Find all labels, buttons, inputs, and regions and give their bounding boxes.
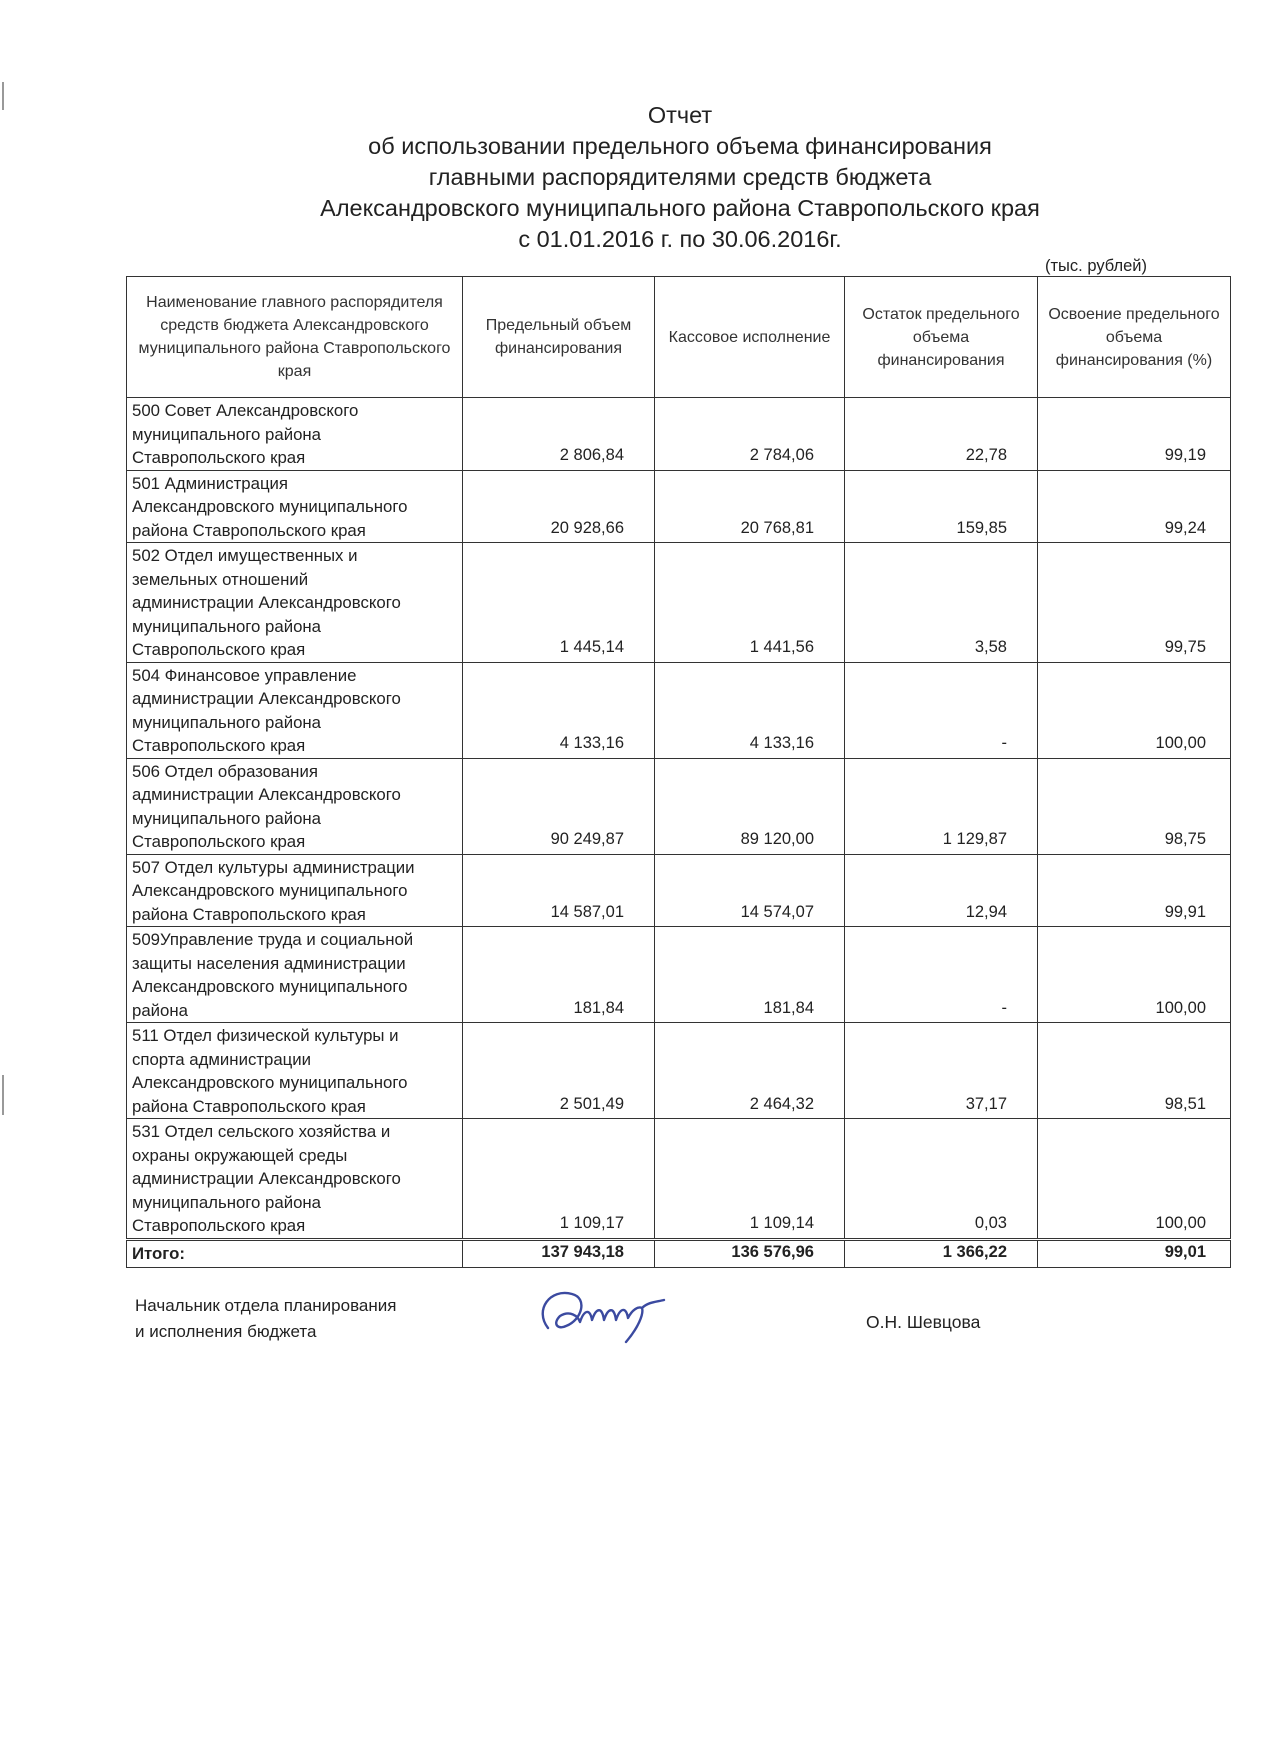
- row-executed: 181,84: [655, 927, 845, 1023]
- header-remainder: Остаток предельного объема финансирования: [845, 277, 1038, 398]
- row-executed: 1 109,14: [655, 1119, 845, 1240]
- row-name-line: 507 Отдел культуры администрации: [132, 857, 415, 877]
- handwritten-signature: [530, 1280, 680, 1350]
- row-limit: 2 806,84: [463, 398, 655, 471]
- row-executed: 1 441,56: [655, 543, 845, 663]
- table-row: [127, 1023, 1231, 1119]
- row-name-line: 504 Финансовое управление: [132, 665, 357, 685]
- row-limit: 90 249,87: [463, 758, 655, 854]
- row-name-line: Ставропольского края: [132, 832, 306, 851]
- total-executed: 136 576,96: [655, 1239, 845, 1267]
- row-remainder: 12,94: [845, 854, 1038, 927]
- row-name-line: администрации Александровского: [132, 689, 401, 708]
- row-name-line: Александровского муниципального: [132, 497, 408, 516]
- row-name-line: Ставропольского края: [132, 448, 306, 467]
- row-executed: 14 574,07: [655, 854, 845, 927]
- row-name-line: администрации Александровского: [132, 785, 401, 804]
- header-executed: Кассовое исполнение: [655, 277, 845, 398]
- row-name-line: спорта администрации: [132, 1049, 312, 1069]
- table-row: [127, 662, 1231, 758]
- row-remainder: -: [845, 927, 1038, 1023]
- row-name-line: земельных отношений: [132, 569, 309, 589]
- table-body: [127, 398, 1231, 1268]
- row-limit: 1 109,17: [463, 1119, 655, 1240]
- row-name-line: муниципального района: [132, 712, 322, 732]
- row-percent: 100,00: [1038, 927, 1231, 1023]
- header-percent: Освоение предельного объема финансирования (%): [1038, 277, 1231, 398]
- table-row: [127, 543, 1231, 663]
- table-row: [127, 927, 1231, 1023]
- row-name: [127, 470, 463, 543]
- row-name: [127, 1119, 463, 1240]
- row-remainder: 0,03: [845, 1119, 1038, 1240]
- table-row: [127, 398, 1231, 471]
- row-percent: 99,19: [1038, 398, 1231, 471]
- row-name-line: района Ставропольского края: [132, 1096, 366, 1116]
- total-limit: 137 943,18: [463, 1239, 655, 1267]
- row-name: [127, 854, 463, 927]
- signature-role: [135, 1293, 396, 1345]
- title-line-5: с 01.01.2016 г. по 30.06.2016г.: [518, 226, 842, 252]
- row-name-line: Ставропольского края: [132, 640, 306, 659]
- title-line-3: главными распорядителями средств бюджета: [428, 164, 932, 190]
- title-line-2: об использовании предельного объема финансирования: [368, 133, 992, 159]
- header-name: Наименование главного распорядителя средств бюджета Александровского муниципального района Ставропольского края: [127, 277, 463, 398]
- row-remainder: 22,78: [845, 398, 1038, 471]
- total-percent: 99,01: [1038, 1239, 1231, 1267]
- row-name-line: 506 Отдел образования: [132, 761, 318, 781]
- row-name-line: муниципального района: [132, 808, 322, 828]
- row-name-line: муниципального района: [132, 1192, 322, 1212]
- header-limit: Предельный объем финансирования: [463, 277, 655, 398]
- row-name-line: Ставропольского края: [132, 1216, 306, 1235]
- scan-edge-mark: [2, 82, 4, 110]
- row-percent: 100,00: [1038, 662, 1231, 758]
- row-remainder: 37,17: [845, 1023, 1038, 1119]
- row-name-line: Александровского муниципального: [132, 881, 408, 900]
- row-name-line: администрации Александровского: [132, 1169, 401, 1188]
- report-title: [240, 100, 1120, 255]
- row-name-line: района Ставропольского края: [132, 520, 366, 540]
- row-name-line: администрации Александровского: [132, 593, 401, 612]
- row-name: [127, 927, 463, 1023]
- row-name-line: Александровского муниципального: [132, 1073, 408, 1092]
- row-name-line: муниципального района: [132, 424, 322, 444]
- signature-role-line-1: Начальник отдела планирования: [135, 1296, 397, 1315]
- row-remainder: -: [845, 662, 1038, 758]
- row-limit: 14 587,01: [463, 854, 655, 927]
- row-name-line: 501 Администрация: [132, 473, 289, 493]
- row-executed: 4 133,16: [655, 662, 845, 758]
- table-row: [127, 758, 1231, 854]
- row-name: [127, 662, 463, 758]
- row-name-line: охраны окружающей среды: [132, 1145, 348, 1165]
- table-row: [127, 470, 1231, 543]
- table-row: [127, 1119, 1231, 1240]
- row-name-line: Александровского муниципального: [132, 977, 408, 996]
- row-executed: 2 784,06: [655, 398, 845, 471]
- title-line-4: Александровского муниципального района Ставропольского края: [320, 195, 1040, 221]
- table-header-row: [127, 277, 1231, 398]
- row-name: [127, 543, 463, 663]
- financing-table: [126, 276, 1231, 1268]
- scan-edge-mark: [2, 1075, 4, 1115]
- row-percent: 99,24: [1038, 470, 1231, 543]
- row-limit: 20 928,66: [463, 470, 655, 543]
- row-percent: 98,51: [1038, 1023, 1231, 1119]
- row-limit: 2 501,49: [463, 1023, 655, 1119]
- row-name-line: 502 Отдел имущественных и: [132, 546, 358, 565]
- row-executed: 2 464,32: [655, 1023, 845, 1119]
- total-row: [127, 1239, 1231, 1267]
- row-executed: 89 120,00: [655, 758, 845, 854]
- units-label: (тыс. рублей): [1045, 257, 1147, 275]
- row-name-line: 509Управление труда и социальной: [132, 930, 414, 949]
- row-limit: 181,84: [463, 927, 655, 1023]
- total-remainder: 1 366,22: [845, 1239, 1038, 1267]
- signer-name: О.Н. Шевцова: [866, 1312, 981, 1332]
- row-name: [127, 758, 463, 854]
- table-row: [127, 854, 1231, 927]
- row-name-line: защиты населения администрации: [132, 953, 406, 973]
- signature-role-line-2: и исполнения бюджета: [135, 1322, 317, 1341]
- row-percent: 98,75: [1038, 758, 1231, 854]
- row-name-line: района Ставропольского края: [132, 904, 366, 924]
- row-name-line: 531 Отдел сельского хозяйства и: [132, 1122, 391, 1141]
- row-remainder: 3,58: [845, 543, 1038, 663]
- row-name-line: Ставропольского края: [132, 736, 306, 755]
- row-name-line: района: [132, 1000, 188, 1020]
- row-percent: 100,00: [1038, 1119, 1231, 1240]
- row-limit: 1 445,14: [463, 543, 655, 663]
- row-name-line: 511 Отдел физической культуры и: [132, 1026, 399, 1045]
- row-name-line: 500 Совет Александровского: [132, 401, 359, 420]
- total-label: Итого:: [127, 1239, 463, 1267]
- row-name: [127, 1023, 463, 1119]
- row-percent: 99,75: [1038, 543, 1231, 663]
- row-name-line: муниципального района: [132, 616, 322, 636]
- row-percent: 99,91: [1038, 854, 1231, 927]
- row-name: [127, 398, 463, 471]
- row-remainder: 159,85: [845, 470, 1038, 543]
- row-limit: 4 133,16: [463, 662, 655, 758]
- row-executed: 20 768,81: [655, 470, 845, 543]
- title-line-1: Отчет: [647, 102, 713, 128]
- row-remainder: 1 129,87: [845, 758, 1038, 854]
